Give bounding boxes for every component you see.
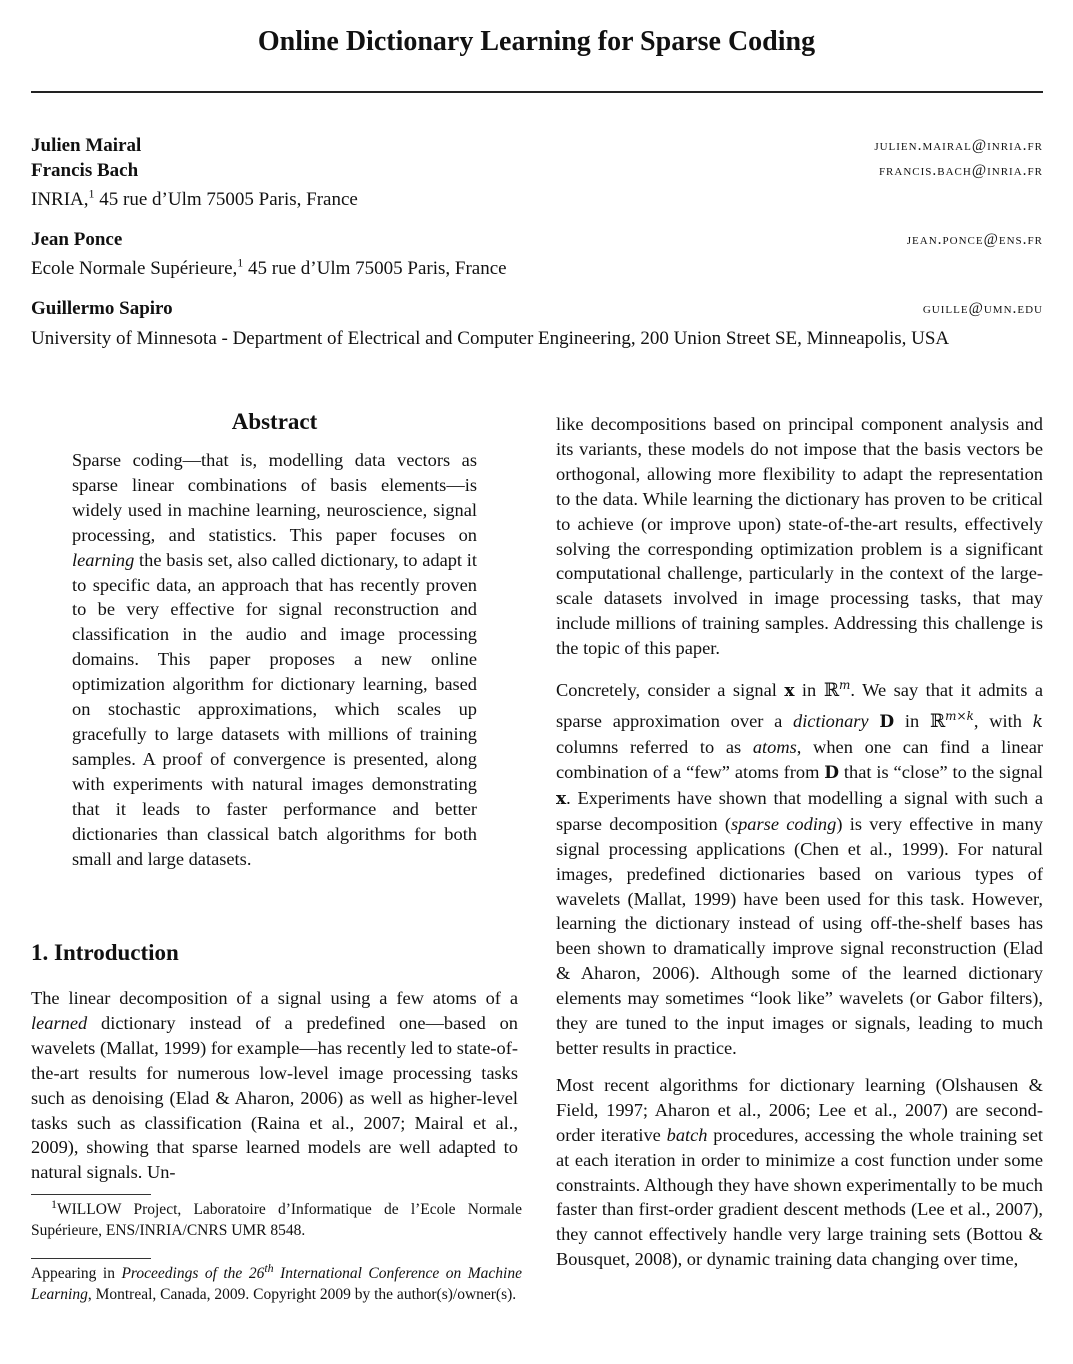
section-heading-introduction: 1. Introduction — [31, 940, 179, 965]
author-name-bach: Francis Bach — [31, 160, 139, 181]
right-column — [556, 412, 1043, 1284]
author-email-sapiro[interactable]: guille@umn.edu — [922, 300, 1043, 317]
abstract-heading: Abstract — [231, 409, 318, 434]
author-name-ponce: Jean Ponce — [31, 229, 123, 250]
paragraph-recent-algorithms: Most recent algorithms for dictionary learning (Olshausen & Field, 1997; Aharon et al., 2006; Lee et al., 2007) are second-order iterative batch procedures, accessing the whole training set at each iteration in order to minimize a cost function under some constraints. Although they have shown experimentally to be much faster than first-order gradient descent methods (Lee et al., 2007), they cannot effectively handle very large training sets (Bottou & Bousquet, 2008), or dynamic training data changing over time, — [556, 1074, 1043, 1270]
introduction-paragraph: The linear decomposition of a signal using a few atoms of a learned dictionary instead of a predefined one—based on wavelets (Mallat, 1999) for example—has recently led to state-of-the-art results for numerous low-level image processing tasks such as denoising (Elad & Aharon, 2006) as well as higher-level tasks such as classification (Raina et al., 2007; Mairal et al., 2009), showing that sparse learned models are well adapted to natural signals. Un- — [31, 988, 518, 1183]
abstract-body: Sparse coding—that is, modelling data vectors as sparse linear combinations of basis elements—is widely used in machine learning, neuroscience, signal processing, and statistics. This paper focuses on learning the basis set, also called dictionary, to adapt it to specific data, an approach that has recently proven to be very effective for signal reconstruction and classification in the audio and image processing domains. This paper proposes a new online optimization algorithm for dictionary learning, based on stochastic approximations, which scales up gracefully to large datasets with millions of training samples. A proof of convergence is presented, along with experiments with natural images demonstrating that it leads to faster performance and better dictionaries than classical batch algorithms for both small and large datasets. — [72, 450, 477, 869]
author-name-sapiro: Guillermo Sapiro — [31, 298, 173, 319]
copyright-rule — [31, 1258, 151, 1259]
footnote-rule — [31, 1194, 151, 1195]
footnote-copyright: Appearing in Proceedings of the 26th International Conference on Machine Learning, Montreal, Canada, 2009. Copyright 2009 by the author(s)/owner(s). — [31, 1260, 522, 1303]
title-rule — [31, 91, 1043, 93]
paragraph-continuation: like decompositions based on principal component analysis and its variants, these models do not impose that the basis vectors be orthogonal, allowing more flexibility to adapt the representation to the data. While learning the dictionary has proven to be critical to achieve (or improve upon) state-of-the-art results, effectively solving the corresponding optimization problem is a significant computational challenge, particularly in the context of the large-scale datasets involved in image processing tasks, that may include millions of training samples. Addressing this challenge is the topic of this paper. — [556, 414, 1043, 659]
affiliation-minnesota: University of Minnesota - Department of Electrical and Computer Engineering, 200 Union Street SE, Minneapolis, USA — [31, 328, 950, 349]
paper-title: Online Dictionary Learning for Sparse Coding — [257, 26, 816, 57]
author-email-bach[interactable]: francis.bach@inria.fr — [878, 162, 1043, 179]
author-name-mairal: Julien Mairal — [31, 135, 142, 156]
affiliation-ens: Ecole Normale Supérieure,$^1$ 45 rue d’Ulm 75005 Paris, France — [31, 255, 507, 279]
author-email-ponce[interactable]: jean.ponce@ens.fr — [906, 231, 1043, 248]
affiliation-inria: INRIA,$^1$ 45 rue d’Ulm 75005 Paris, France — [31, 186, 358, 210]
author-email-mairal[interactable]: julien.mairal@inria.fr — [874, 137, 1043, 154]
footnote-affiliation: $^1$WILLOW Project, Laboratoire d’Informatique de l’Ecole Normale Supérieure, ENS/INRIA/CNRS UMR 8548. — [31, 1196, 522, 1239]
paragraph-concretely: Concretely, consider a signal x in ℝ$^m$. We say that it admits a sparse approximation over a dictionary D in ℝ$^{m\times k}$, with k columns referred to as atoms, when one can find a linear combination of a “few” atoms from D that is “close” to the signal x. Experiments have shown that modelling a signal with such a sparse decomposition (sparse coding) is very effective in many signal processing applications (Chen et al., 1999). For natural images, predefined dictionaries based on various types of wavelets (Mallat, 1999) have been used for this task. However, learning the dictionary instead of using off-the-shelf bases has been shown to dramatically improve signal reconstruction (Elad & Aharon, 2006). Although some of the learned dictionary elements may sometimes “look like” wavelets (or Gabor filters), they are tuned to the input images or signals, leading to much better results in practice. — [556, 678, 1044, 1058]
